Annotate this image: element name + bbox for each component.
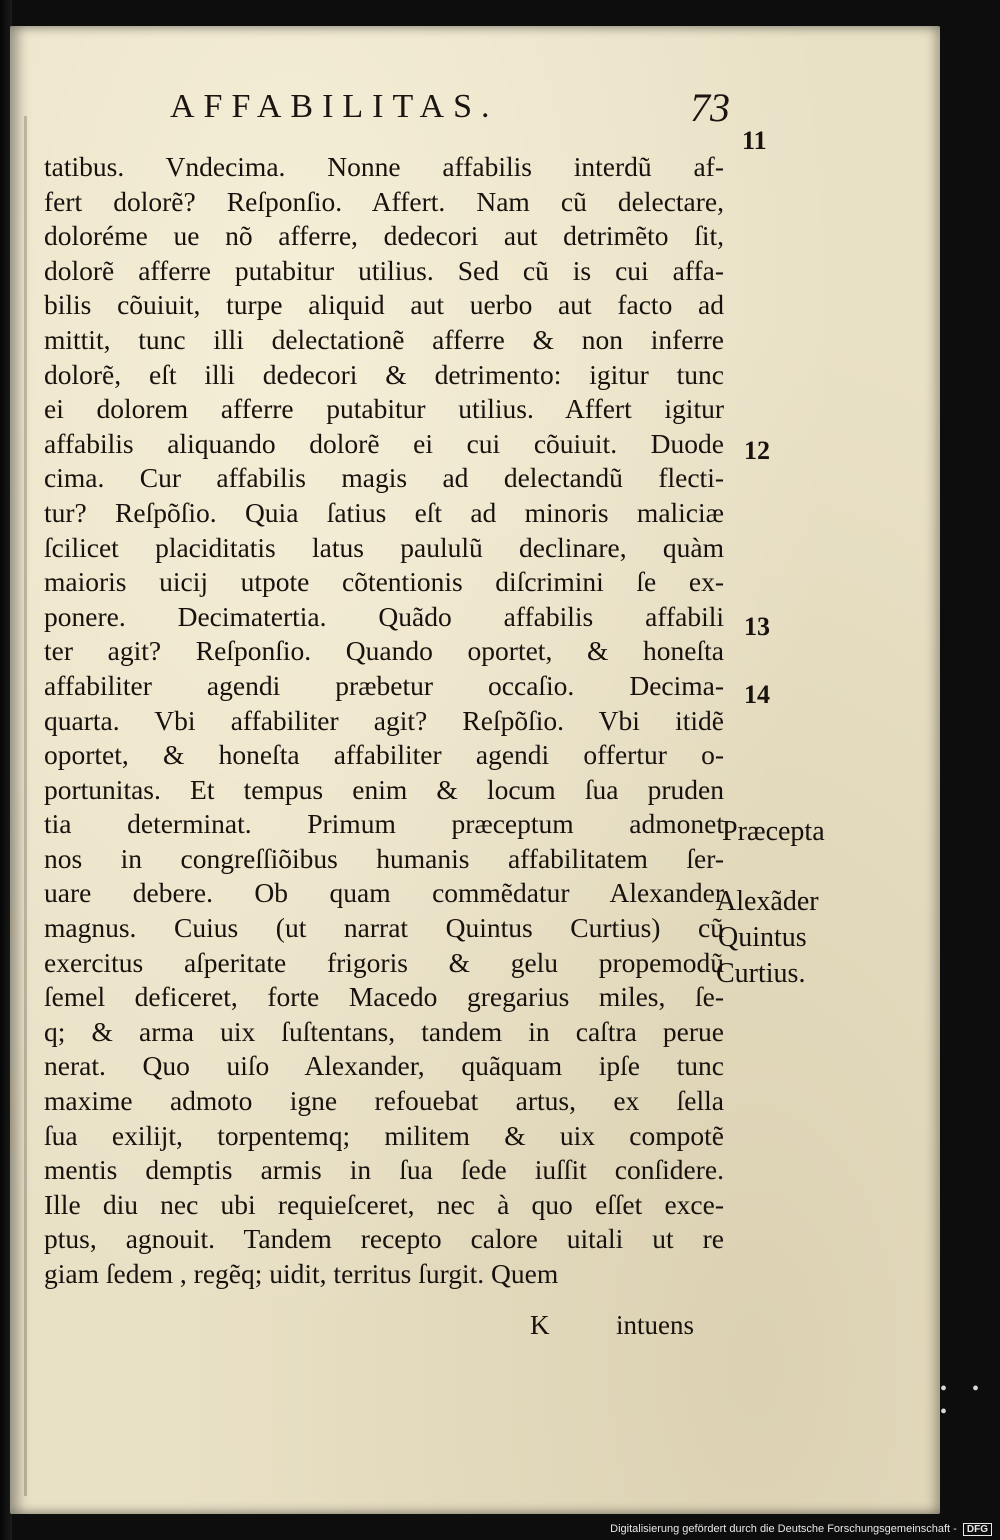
text-line: mentis demptis armis in ſua ſede iuſſit conſidere. — [44, 1154, 724, 1186]
text-line: affabilis aliquando dolorẽ ei cui cõuiuit. Duode — [44, 427, 724, 459]
text-line: cima. Cur affabilis magis ad delectandũ flecti- — [44, 462, 724, 494]
book-page — [10, 26, 940, 1514]
text-line: dolorẽ afferre putabitur utilius. Sed cũ is cui affa- — [44, 254, 724, 286]
margin-number-14: 14 — [744, 680, 770, 709]
footer-credit-text: Digitalisierung gefördert durch die Deutsche Forschungsgemeinschaft - — [610, 1523, 957, 1535]
text-line: quarta. Vbi affabiliter agit? Reſpõſio. Vbi itidẽ — [44, 704, 724, 736]
text-line: mittit, tunc illi delectationẽ afferre & non inferre — [44, 323, 724, 355]
footer-credit — [610, 1523, 992, 1536]
running-head-title: AFFABILITAS. — [170, 88, 499, 125]
margin-note-quintus: Quintus — [718, 922, 807, 953]
text-line: ptus, agnouit. Tandem recepto calore uitali ut re — [44, 1223, 724, 1255]
text-line: ter agit? Reſponſio. Quando oportet, & honeſta — [44, 635, 724, 667]
text-line: portunitas. Et tempus enim & locum ſua pruden — [44, 773, 724, 805]
text-line: tur? Reſpõſio. Quia ſatius eſt ad minoris maliciæ — [44, 496, 724, 528]
gutter-shadow — [24, 116, 27, 1496]
margin-number-13: 13 — [744, 612, 770, 641]
text-line: q; & arma uix ſuſtentans, tandem in caſtra perue — [44, 1015, 724, 1047]
body-text — [44, 150, 724, 1292]
text-line: nos in congreſſiõibus humanis affabilitatem ſer- — [44, 842, 724, 874]
text-line: ſemel deficeret, forte Macedo gregarius miles, ſe- — [44, 981, 724, 1013]
text-line: tatibus. Vndecima. Nonne affabilis interdũ af- — [44, 151, 724, 182]
text-line: affabiliter agendi præbetur occaſio. Decima- — [44, 669, 724, 701]
text-line: maioris uicij utpote cõtentionis diſcrimini ſe ex- — [44, 566, 724, 598]
text-line: doloréme ue nõ afferre, dedecori aut detrimẽto ſit, — [44, 220, 724, 252]
margin-number-12: 12 — [744, 436, 770, 465]
text-line: magnus. Cuius (ut narrat Quintus Curtius) cũ — [44, 912, 724, 944]
text-line: Ille diu nec ubi requieſceret, nec à quo eſſet exce- — [44, 1188, 724, 1220]
text-line: oportet, & honeſta affabiliter agendi offertur o- — [44, 739, 724, 771]
margin-note-alexander: Alexãder — [716, 886, 819, 917]
page-number: 73 — [690, 85, 730, 130]
catchword: intuens — [616, 1310, 694, 1340]
dfg-logo-icon: DFG — [963, 1523, 992, 1536]
text-line: ſcilicet placiditatis latus paululũ declinare, quàm — [44, 531, 724, 563]
margin-number-11: 11 — [742, 126, 767, 155]
text-line: tia determinat. Primum præceptum admonet — [44, 808, 724, 840]
signature-mark: K — [530, 1310, 550, 1340]
text-line: nerat. Quo uiſo Alexander, quãquam ipſe tunc — [44, 1050, 724, 1082]
text-line: dolorẽ, eſt illi dedecori & detrimento: igitur tunc — [44, 358, 724, 390]
text-line: ponere. Decimatertia. Quãdo affabilis affabili — [44, 600, 724, 632]
text-line: fert dolorẽ? Reſponſio. Affert. Nam cũ delectare, — [44, 185, 724, 217]
margin-note-precepta: Præcepta — [722, 816, 825, 847]
text-line: giam ſedem , regẽq; uidit, territus ſurgit. Quem — [44, 1258, 559, 1289]
text-line: bilis cõuiuit, turpe aliquid aut uerbo aut facto ad — [44, 289, 724, 321]
text-line: uare debere. Ob quam commẽdatur Alexander — [44, 877, 724, 909]
running-head — [170, 85, 730, 138]
edge-marks: • • • — [940, 1378, 990, 1423]
text-line: ſua exilijt, torpentemq; militem & uix compotẽ — [44, 1119, 724, 1151]
text-line: maxime admoto igne refouebat artus, ex ſella — [44, 1085, 724, 1117]
text-line: ei dolorem afferre putabitur utilius. Affert igitur — [44, 393, 724, 425]
margin-note-curtius: Curtius. — [716, 958, 806, 989]
text-line: exercitus aſperitate frigoris & gelu propemodũ — [44, 946, 724, 978]
